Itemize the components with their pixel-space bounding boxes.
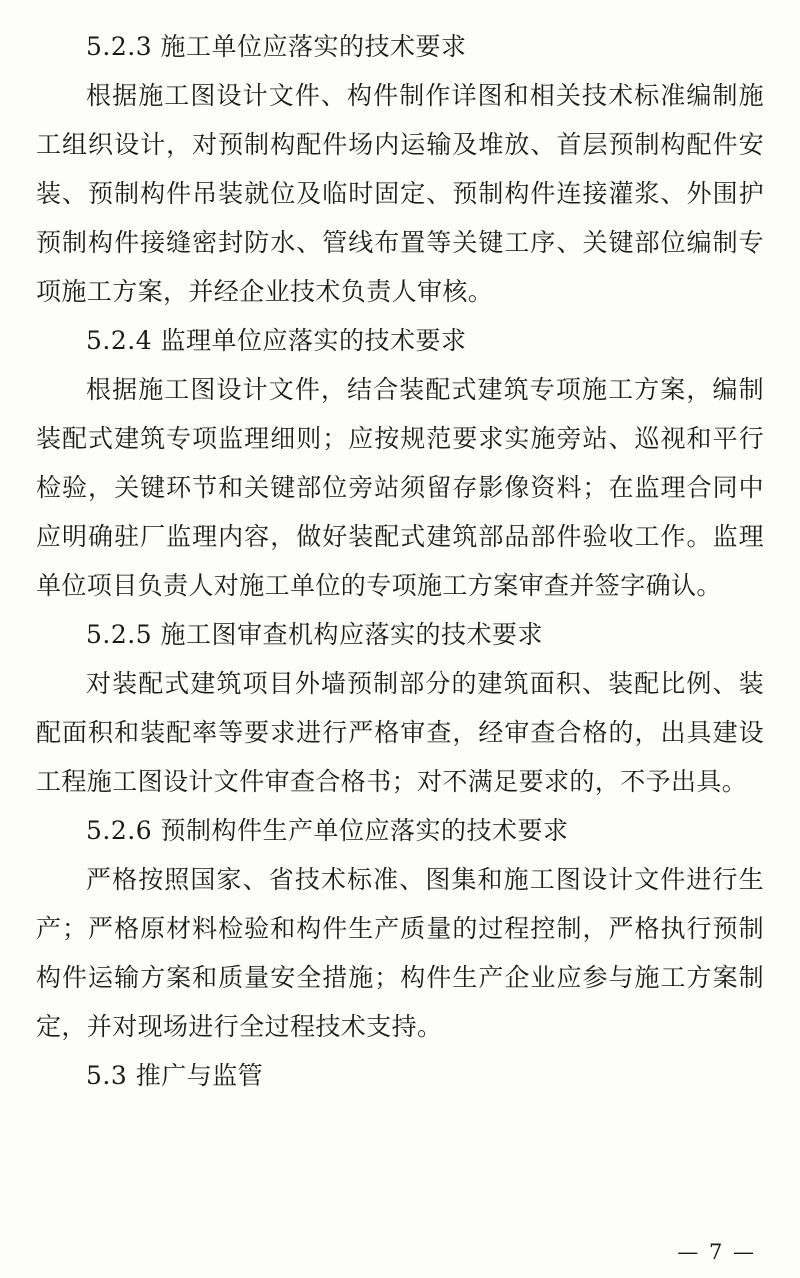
section-paragraph-5-2-4: 根据施工图设计文件，结合装配式建筑专项施工方案，编制装配式建筑专项监理细则；应按规范要求实施旁站、巡视和平行检验，关键环节和关键部位旁站须留存影像资料；在监理合同中应明确驻厂监理内容，做好装配式建筑部品部件验收工作。监理单位项目负责人对施工单位的专项施工方案审查并签字确认。 xyxy=(36,375,764,600)
section-heading-5-2-4: 5.2.4 监理单位应落实的技术要求 xyxy=(86,326,467,355)
page-number: — 7 — xyxy=(677,1240,756,1264)
section-heading-5-3: 5.3 推广与监管 xyxy=(86,1061,264,1090)
section-paragraph-5-2-3: 根据施工图设计文件、构件制作详图和相关技术标准编制施工组织设计，对预制构配件场内运输及堆放、首层预制构配件安装、预制构件吊装就位及临时固定、预制构件连接灌浆、外围护预制构件接缝密封防水、管线布置等关键工序、关键部位编制专项施工方案，并经企业技术负责人审核。 xyxy=(36,81,764,306)
section-heading-5-2-5: 5.2.5 施工图审查机构应落实的技术要求 xyxy=(86,620,544,649)
section-heading-5-2-3: 5.2.3 施工单位应落实的技术要求 xyxy=(86,32,467,61)
section-paragraph-5-2-6: 严格按照国家、省技术标准、图集和施工图设计文件进行生产；严格原材料检验和构件生产质量的过程控制，严格执行预制构件运输方案和质量安全措施；构件生产企业应参与施工方案制定，并对现场进行全过程技术支持。 xyxy=(36,865,764,1041)
section-heading-5-2-6: 5.2.6 预制构件生产单位应落实的技术要求 xyxy=(86,816,569,845)
section-paragraph-5-2-5: 对装配式建筑项目外墙预制部分的建筑面积、装配比例、装配面积和装配率等要求进行严格审查，经审查合格的，出具建设工程施工图设计文件审查合格书；对不满足要求的，不予出具。 xyxy=(36,669,764,796)
document-body xyxy=(36,22,764,1100)
